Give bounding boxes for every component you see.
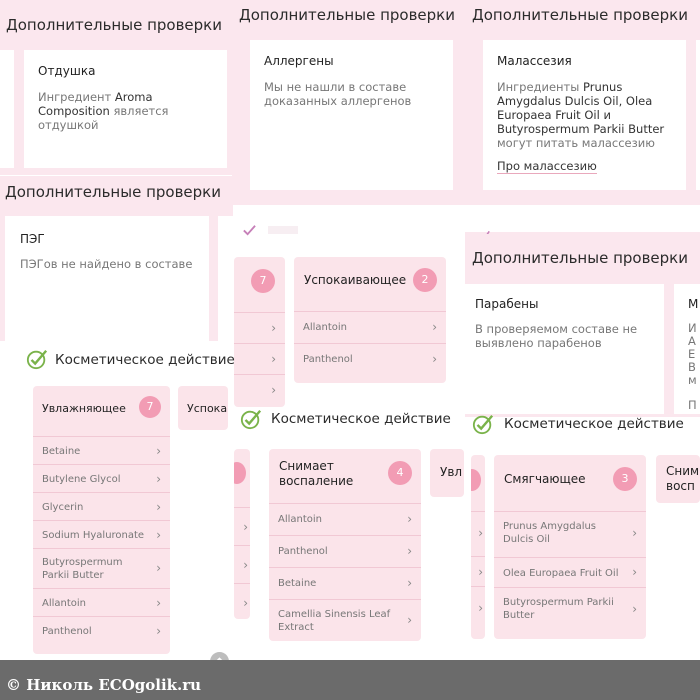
list-item[interactable]: Butylene Glycol › (33, 464, 170, 492)
list-item[interactable]: Olea Europaea Fruit Oil › (494, 557, 646, 587)
panel-soothing-cut: Успока (178, 386, 228, 430)
section-title-additional: Дополнительные проверки (472, 6, 688, 24)
panel-moisturizing (33, 386, 170, 654)
peg-text: ПЭГов не найдено в составе (20, 257, 193, 271)
count-badge: 3 (613, 467, 637, 491)
list-item[interactable]: Panthenol › (33, 616, 170, 644)
edge-card-right (696, 40, 700, 190)
panel-fragment: › › › (471, 455, 485, 639)
parabens-title: Парабены (475, 297, 539, 311)
list-item[interactable]: Glycerin › (33, 492, 170, 520)
list-item[interactable]: Butyrospermum Parkii Butter › (33, 548, 170, 588)
parabens-text: В проверяемом составе не выявлено парабенов (475, 322, 638, 350)
list-item[interactable]: Butyrospermum Parkii Butter › (494, 587, 646, 633)
chevron-right-icon: › (432, 320, 437, 334)
list-item[interactable]: Betaine › (269, 567, 421, 599)
peg-title: ПЭГ (20, 232, 45, 246)
section-title-additional: Дополнительные проверки (472, 249, 688, 267)
chevron-right-icon: › (432, 352, 437, 366)
malassezia-text: Ингредиенты Prunus Amygdalus Dulcis Oil, Olea Europaea Fruit Oil и Butyrospermum Parkii Butter могут питать малассезию (497, 80, 665, 150)
allergens-title: Аллергены (264, 54, 334, 68)
fragrance-text: Ингредиент Aroma Composition является отдушкой (38, 90, 169, 132)
panel-anti-inflammatory (269, 449, 421, 641)
panel-anti-inflammatory-title: Снимает воспаление (279, 459, 354, 488)
allergens-text: Мы не нашли в составе доказанных аллергенов (264, 80, 412, 108)
count-badge: 2 (413, 268, 437, 292)
check-circle-icon (472, 413, 494, 435)
list-item[interactable]: Prunus Amygdalus Dulcis Oil › (494, 511, 646, 557)
count-badge: 4 (388, 461, 412, 485)
malassezia-link[interactable]: Про малассезию (497, 159, 597, 173)
section-title-additional: Дополнительные проверки (239, 6, 455, 24)
parabens-card (465, 284, 664, 414)
list-item[interactable]: Allantoin › (269, 503, 421, 535)
panel-softening (494, 455, 646, 639)
list-item[interactable]: Sodium Hyaluronate › (33, 520, 170, 548)
watermark-text: © Николь ECOgolik.ru (6, 676, 202, 694)
list-item[interactable]: Allantoin › (33, 588, 170, 616)
fragrance-title: Отдушка (38, 64, 96, 78)
panel-side-cut: Сним восп (656, 455, 700, 503)
malassezia-title: Малассезия (497, 54, 572, 68)
allergens-card (250, 40, 453, 190)
list-item[interactable]: Betaine › (33, 436, 170, 464)
check-icon-cut (234, 222, 264, 236)
fragrance-card (24, 50, 227, 168)
list-item[interactable]: Allantoin › (294, 311, 446, 343)
panel-soothing (294, 257, 446, 383)
count-badge: 7 (251, 269, 275, 293)
panel-moisturizing-title: Увлажняющее (42, 402, 126, 415)
edge-card (218, 216, 233, 341)
malassezia-card (483, 40, 686, 190)
check-icon-cut (472, 224, 498, 234)
panel-softening-title: Смягчающее (504, 472, 586, 486)
panel-soothing-title: Успокаивающее (304, 273, 407, 287)
check-circle-icon (26, 348, 48, 370)
panel-moist-fragment: › › › (234, 449, 250, 619)
title-fragment (268, 226, 298, 234)
section-title-cosmetic: Косметическое действие (271, 411, 451, 427)
panel-moist-cut: Увл (430, 449, 464, 497)
list-item[interactable]: Camellia Sinensis Leaf Extract › (269, 599, 421, 641)
section-title-cosmetic: Косметическое действие (504, 416, 684, 432)
edge-card-left (0, 50, 14, 168)
panel-moisturizing-cut: 7 › › › (234, 257, 285, 407)
partial-card-m: М И A E B м П (674, 284, 700, 414)
check-circle-icon (240, 408, 262, 430)
section-title-cosmetic: Косметическое действие (55, 352, 235, 368)
list-item[interactable]: Panthenol › (294, 343, 446, 375)
section-title-additional: Дополнительные проверки (6, 16, 222, 34)
count-badge: 7 (139, 396, 161, 418)
peg-card (5, 216, 209, 341)
list-item[interactable]: Panthenol › (269, 535, 421, 567)
section-title-additional: Дополнительные проверки (5, 183, 221, 201)
